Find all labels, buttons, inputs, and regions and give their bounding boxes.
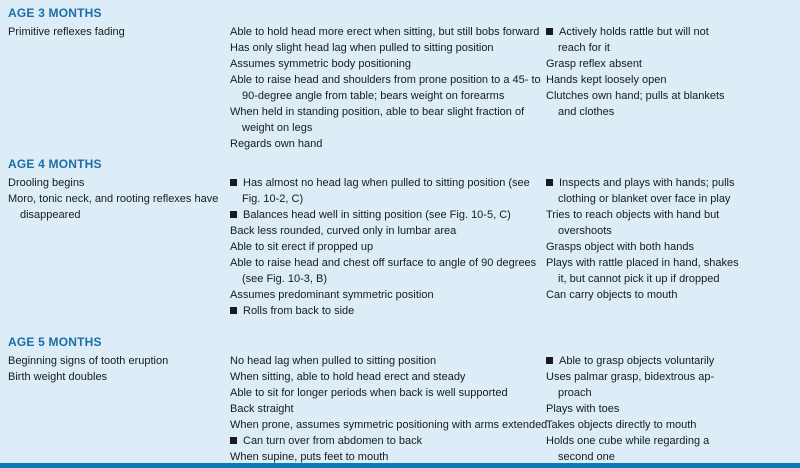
list-item-continued: 90-degree angle from table; bears weight on forearms [242,90,505,102]
list-item: Inspects and plays with hands; pulls [546,175,796,191]
key-milestone-bullet-icon [546,28,553,35]
list-item: Can carry objects to mouth [546,289,678,301]
list-item: Grasp reflex absent [546,58,642,70]
list-item: Uses palmar grasp, bidextrous ap- [546,371,715,383]
fine-motor-column [546,175,796,303]
key-milestone-bullet-icon [230,211,237,218]
list-item: Assumes predominant symmetric position [230,289,434,301]
gross-motor-column [230,24,541,152]
list-item-continued: disappeared [20,209,81,221]
list-item: Back less rounded, curved only in lumbar area [230,225,457,237]
list-item: Plays with toes [546,403,620,415]
list-item: When prone, assumes symmetric positioning with arms extended [230,419,548,431]
list-item: Can turn over from abdomen to back [230,433,530,449]
fine-motor-column [546,24,796,120]
list-item: Actively holds rattle but will not [546,24,796,40]
list-item: Grasps object with both hands [546,241,694,253]
list-item: Holds one cube while regarding a [546,435,710,447]
list-item: When sitting, able to hold head erect and steady [230,371,466,383]
list-item: Has only slight head lag when pulled to sitting position [230,42,494,54]
list-item-continued: weight on legs [242,122,313,134]
key-milestone-bullet-icon [230,307,237,314]
list-item: When held in standing position, able to bear slight fraction of [230,106,525,118]
list-item-continued: (see Fig. 10-3, B) [242,273,327,285]
list-item: Able to hold head more erect when sitting, but still bobs forward [230,26,540,38]
list-item: When supine, puts feet to mouth [230,451,389,463]
key-milestone-bullet-icon [230,437,237,444]
gross-motor-column [230,353,548,465]
list-item: Birth weight doubles [8,371,108,383]
gross-motor-column [230,175,537,319]
bottom-rule [0,463,800,468]
list-item-continued: it, but cannot pick it up if dropped [558,273,720,285]
list-item: Balances head well in sitting position (see Fig. 10-5, C) [230,207,530,223]
list-item-continued: proach [558,387,592,399]
list-item: Able to sit for longer periods when back is well supported [230,387,508,399]
list-item: Has almost no head lag when pulled to sitting position (see [230,175,530,191]
list-item: Clutches own hand; pulls at blankets [546,90,725,102]
physical-column [8,24,218,40]
list-item-continued: second one [558,451,615,463]
list-item: Takes objects directly to mouth [546,419,697,431]
list-item: Moro, tonic neck, and rooting reflexes have [8,193,219,205]
list-item: No head lag when pulled to sitting position [230,355,437,367]
list-item-continued: and clothes [558,106,615,118]
list-item: Able to raise head and shoulders from prone position to a 45- to [230,74,541,86]
list-item-continued: reach for it [558,42,610,54]
key-milestone-bullet-icon [546,179,553,186]
list-item: Beginning signs of tooth eruption [8,355,169,367]
list-item: Regards own hand [230,138,323,150]
list-item-continued: Fig. 10-2, C) [242,193,304,205]
key-milestone-bullet-icon [546,357,553,364]
list-item: Able to sit erect if propped up [230,241,374,253]
list-item: Able to raise head and chest off surface to angle of 90 degrees [230,257,537,269]
physical-column [8,353,218,385]
physical-column [8,175,218,223]
list-item: Drooling begins [8,177,85,189]
list-item: Hands kept loosely open [546,74,667,86]
list-item: Rolls from back to side [230,303,530,319]
list-item: Back straight [230,403,294,415]
list-item: Able to grasp objects voluntarily [546,353,796,369]
list-item: Tries to reach objects with hand but [546,209,720,221]
section-heading: AGE 4 MONTHS [8,157,102,171]
list-item-continued: overshoots [558,225,612,237]
fine-motor-column [546,353,796,465]
section-heading: AGE 5 MONTHS [8,335,102,349]
list-item-continued: clothing or blanket over face in play [558,193,731,205]
list-item: Assumes symmetric body positioning [230,58,411,70]
list-item: Primitive reflexes fading [8,26,125,38]
list-item: Plays with rattle placed in hand, shakes [546,257,739,269]
section-heading: AGE 3 MONTHS [8,6,102,20]
key-milestone-bullet-icon [230,179,237,186]
